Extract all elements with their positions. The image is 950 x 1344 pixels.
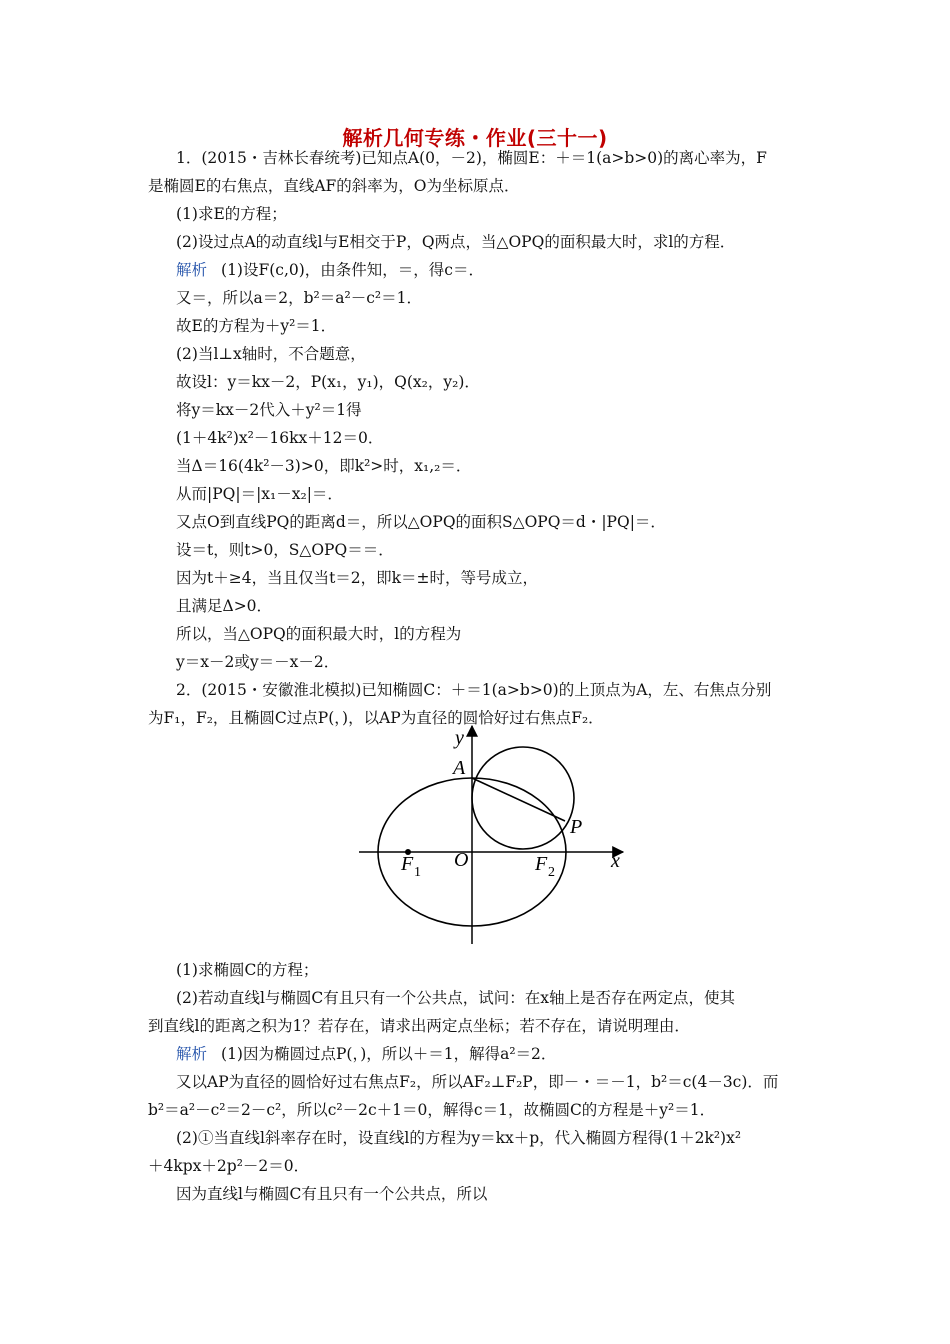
solution2-line4: (2)①当直线l斜率存在时，设直线l的方程为y＝kx＋p，代入椭圆方程得(1＋2k²)x² <box>176 1129 742 1147</box>
point-a-label: A <box>453 757 466 779</box>
point-f2-subscript: 2 <box>548 865 555 880</box>
page-title: 解析几何专练・作业(三十一) <box>342 126 608 150</box>
solution1-line14: 所以，当△OPQ的面积最大时，l的方程为 <box>176 625 462 643</box>
solution1-line7: (1＋4k²)x²－16kx＋12＝0． <box>176 429 384 447</box>
solution1-line11: 设＝t，则t>0，S△OPQ＝＝． <box>176 541 394 559</box>
solution-tag-2: 解析 <box>176 1045 208 1063</box>
point-o-label: O <box>454 849 469 871</box>
solution2-line2: 又以AP为直径的圆恰好过右焦点F₂，所以AF₂⊥F₂P，即－・＝－1，b²＝c(4－3c)．而 <box>176 1073 779 1091</box>
segment-ap <box>472 778 565 821</box>
solution1-line15: y＝x－2或y＝－x－2． <box>176 653 340 671</box>
problem1-q1: (1)求E的方程； <box>176 205 287 223</box>
solution2-line5: ＋4kpx＋2p²－2＝0． <box>148 1157 310 1175</box>
solution2-line1: 解析 (1)因为椭圆过点P(，)，所以＋＝1，解得a²＝2． <box>176 1045 557 1063</box>
x-axis-label: x <box>611 850 620 872</box>
problem2-line2: 为F₁，F₂，且椭圆C过点P(，)，以AP为直径的圆恰好过右焦点F₂． <box>148 709 604 727</box>
problem2-q2-line2: 到直线l的距离之积为1？若存在，请求出两定点坐标；若不存在，请说明理由． <box>148 1017 690 1035</box>
point-f1-label: F <box>401 853 414 875</box>
circle-ap <box>472 747 574 849</box>
solution1-line4: (2)当l⊥x轴时，不合题意， <box>176 345 366 363</box>
solution1-line3: 故E的方程为＋y²＝1． <box>176 317 337 335</box>
solution1-line9: 从而|PQ|＝|x₁－x₂|＝． <box>176 485 343 503</box>
problem1-line2: 是椭圆E的右焦点，直线AF的斜率为，O为坐标原点． <box>148 177 520 195</box>
solution1-line12: 因为t＋≥4，当且仅当t＝2，即k＝±时，等号成立， <box>176 569 539 587</box>
solution1-line8: 当Δ＝16(4k²－3)>0，即k²>时，x₁,₂＝． <box>176 457 472 475</box>
solution1-line5: 故设l：y＝kx－2，P(x₁，y₁)，Q(x₂，y₂)． <box>176 373 480 391</box>
problem1-line1: 1．(2015・吉林长春统考)已知点A(0，－2)，椭圆E：＋＝1(a>b>0)的离心率为，F <box>176 149 767 167</box>
problem1-q2: (2)设过点A的动直线l与E相交于P，Q两点，当△OPQ的面积最大时，求l的方程． <box>176 233 736 251</box>
problem2-q1: (1)求椭圆C的方程； <box>176 961 319 979</box>
solution1-line13: 且满足Δ>0． <box>176 597 273 615</box>
solution1-line1: 解析 (1)设F(c,0)，由条件知，＝，得c＝． <box>176 261 484 279</box>
solution1-line2: 又＝，所以a＝2，b²＝a²－c²＝1． <box>176 289 422 307</box>
y-axis-label: y <box>455 727 464 749</box>
solution1-line10: 又点O到直线PQ的距离d＝，所以△OPQ的面积S△OPQ＝d・|PQ|＝． <box>176 513 666 531</box>
point-p-label: P <box>570 816 583 838</box>
solution2-line3: b²＝a²－c²＝2－c²，所以c²－2c＋1＝0，解得c＝1，故椭圆C的方程是＋y²＝1． <box>148 1101 716 1119</box>
solution-tag: 解析 <box>176 261 208 279</box>
problem2-line1: 2．(2015・安徽淮北模拟)已知椭圆C：＋＝1(a>b>0)的上顶点为A，左、右焦点分别 <box>176 681 772 699</box>
ellipse-figure <box>355 722 635 947</box>
problem2-q2-line1: (2)若动直线l与椭圆C有且只有一个公共点，试问：在x轴上是否存在两定点，使其 <box>176 989 736 1007</box>
solution1-line6: 将y＝kx－2代入＋y²＝1得 <box>176 401 362 419</box>
point-f1-subscript: 1 <box>414 865 421 880</box>
point-f2-label: F <box>535 853 548 875</box>
solution2-line6: 因为直线l与椭圆C有且只有一个公共点，所以 <box>176 1185 488 1203</box>
